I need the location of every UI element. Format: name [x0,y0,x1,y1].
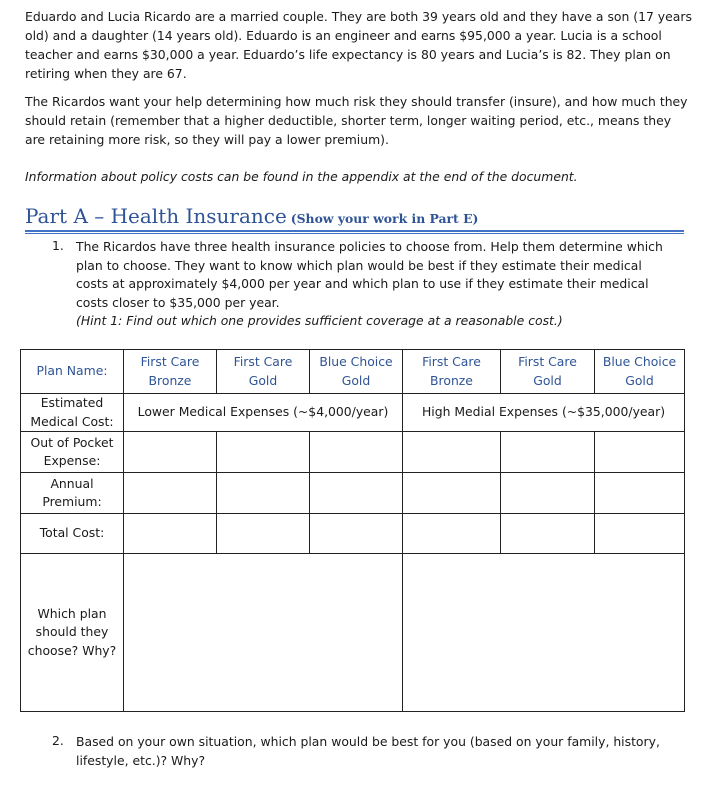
plan-header-line2: Gold [248,372,278,388]
answer-cell[interactable] [403,432,501,473]
section-subtitle: (Show your work in Part E) [290,211,479,226]
plan-header-cell [310,350,403,394]
question-2-number: 2. [52,733,64,748]
total-cost-label: Total Cost: [21,514,124,554]
plan-header-cell [124,350,217,394]
intro-paragraph-risk: The Ricardos want your help determining how much risk they should transfer (insure), and how much they should retain (remember that a higher deductible, shorter term, longer waiting period, etc., means they are retaining more risk, so they will pay a lower premium). [25,94,688,147]
answer-cell[interactable] [310,432,403,473]
answer-cell[interactable] [501,473,595,514]
plan-header-line1: Blue Choice [319,354,393,369]
plan-header-cell [217,350,310,394]
section-heading [25,204,685,228]
plan-header-line2: Bronze [430,372,473,388]
total-cost-row [21,514,685,554]
plan-header-cell [595,350,685,394]
answer-cell[interactable] [310,514,403,554]
which-plan-row [21,554,685,712]
high-scenario-cell: High Medial Expenses (~$35,000/year) [403,394,685,432]
answer-cell[interactable] [501,514,595,554]
health-plan-table [20,349,685,712]
section-title: Part A – Health Insurance [25,204,287,228]
plan-header-line2: Gold [625,372,654,388]
estimated-cost-label: Estimated Medical Cost: [21,394,124,432]
answer-cell[interactable] [124,432,217,473]
answer-cell[interactable] [501,432,595,473]
plan-header-cell [403,350,501,394]
plan-header-line2: Bronze [148,372,192,388]
question-2-text: Based on your own situation, which plan would be best for you (based on your family, history, lifestyle, etc.)? Why? [76,734,660,768]
low-scenario-cell: Lower Medical Expenses (~$4,000/year) [124,394,403,432]
heading-rule-thin [25,233,684,234]
estimated-cost-row [21,394,685,432]
annual-premium-row [21,473,685,514]
question-1-number: 1. [52,238,64,253]
plan-header-cell [501,350,595,394]
plan-header-line2: Gold [341,372,371,388]
plan-name-label: Plan Name: [21,350,124,394]
out-of-pocket-row [21,432,685,473]
answer-cell[interactable] [595,514,685,554]
plan-header-line2: Gold [533,372,562,388]
out-of-pocket-label: Out of Pocket Expense: [21,432,124,473]
plan-header-line1: First Care [140,354,200,369]
answer-cell[interactable] [403,514,501,554]
answer-cell[interactable] [403,473,501,514]
appendix-note: Information about policy costs can be found in the appendix at the end of the document. [25,169,578,184]
answer-cell[interactable] [217,514,310,554]
plan-header-line1: First Care [233,354,293,369]
answer-cell[interactable] [124,473,217,514]
answer-cell[interactable] [124,514,217,554]
low-scenario-answer[interactable] [124,554,403,712]
question-1-text: The Ricardos have three health insurance policies to choose from. Help them determine which plan to choose. They want to know which plan would be best if they estimate their medical costs at approximately $4,000 per year and which plan to use if they estimate their medical costs closer to $35,000 per year. [76,239,663,310]
question-1 [76,238,676,331]
answer-cell[interactable] [310,473,403,514]
intro-paragraph-couple: Eduardo and Lucia Ricardo are a married couple. They are both 39 years old and they have a son (17 years old) and a daughter (14 years old). Eduardo is an engineer and earns $95,000 a year. Lucia is a school teacher and earns $30,000 a year. Eduardo’s life expectancy is 80 years and Lucia’s is 82. They plan on retiring when they are 67. [25,9,692,81]
heading-rule [25,230,684,232]
plan-name-row [21,350,685,394]
answer-cell[interactable] [217,473,310,514]
answer-cell[interactable] [595,473,685,514]
answer-cell[interactable] [217,432,310,473]
which-plan-label: Which plan should they choose? Why? [21,554,124,712]
plan-header-line1: Blue Choice [602,354,677,369]
question-1-hint: (Hint 1: Find out which one provides sufficient coverage at a reasonable cost.) [76,313,563,328]
high-scenario-answer[interactable] [403,554,685,712]
plan-header-line1: First Care [422,354,481,369]
annual-premium-label: Annual Premium: [21,473,124,514]
answer-cell[interactable] [595,432,685,473]
plan-header-line1: First Care [518,354,577,369]
